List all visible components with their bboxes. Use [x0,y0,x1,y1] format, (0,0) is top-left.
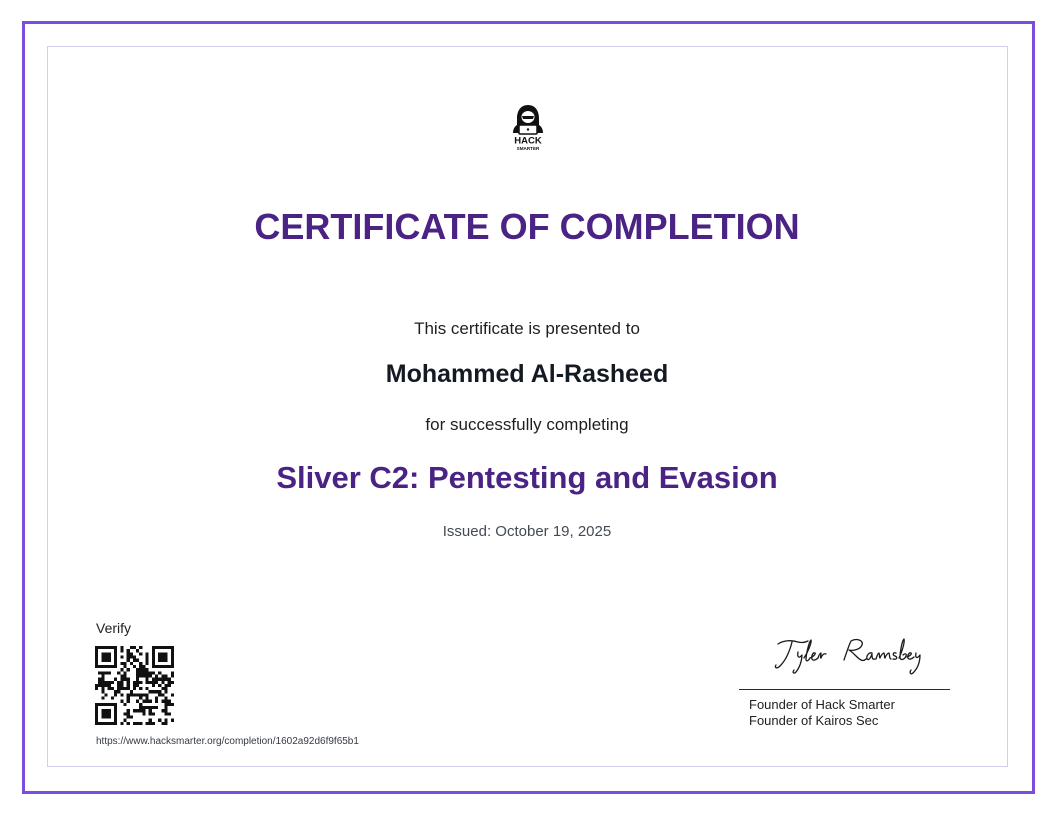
verify-label: Verify [96,620,132,636]
recipient-name: Mohammed Al-Rasheed [385,360,669,388]
presented-to-text: This certificate is presented to [414,319,640,338]
signature-line [739,689,950,690]
verify-qr-code[interactable] [95,646,174,725]
certificate-title: CERTIFICATE OF COMPLETION [254,206,800,247]
signer-title-1: Founder of Hack Smarter [749,697,895,712]
signer-title-2: Founder of Kairos Sec [749,713,879,728]
course-name: Sliver C2: Pentesting and Evasion [276,460,778,495]
for-completing-text: for successfully completing [425,415,629,434]
svg-text:SMARTER: SMARTER [516,146,540,151]
signature-image [740,630,950,678]
svg-text:HACK: HACK [514,135,542,147]
verify-url-link[interactable]: https://www.hacksmarter.org/completion/1602a92d6f9f65b1 [96,736,359,747]
hack-smarter-logo [507,103,549,153]
issued-date: Issued: October 19, 2025 [442,523,612,540]
